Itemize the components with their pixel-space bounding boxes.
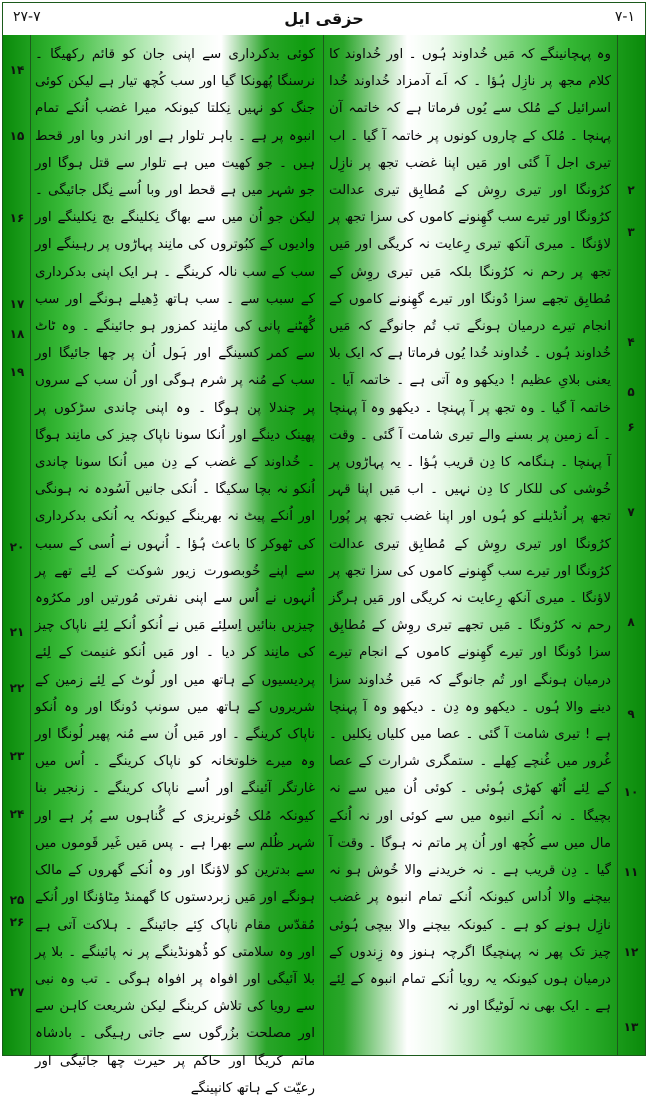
center-column-rule: [323, 35, 324, 1055]
right-verse-number: ۳: [627, 225, 635, 239]
left-column-text: کوئی بدکرداری سے اپنی جان کو قائم رکھیگا ۔ نرسنگا پُھونکا گیا اور سب کُچھ تیار ہے لیکن کوئی جنگ کو نہیں نِکلتا کیونکہ میرا غضب اُنکے تمام انبوہ پر ہے ۔ باہر تلوار ہے اور اندر وبا اور قحط ہیں ۔ جو کھیت میں ہے تلوار سے قتل ہوگا اور جو شہر میں ہے قحط اور وبا اُسے نِگل جائیگی ۔ لیکن جو اُن میں سے بھاگ نِکلینگے بچ نِکلینگے اور وادیوں کے کبُوتروں کی مانِند پہاڑوں پر رہینگے اور سب کے سب نالہ کرینگے ۔ ہر ایک اپنی بدکرداری کے سبب سے ۔ سب ہاتھ ڈِھیلے ہونگے اور سب گُھٹنے پانی کی مانِند کمزور ہو جائینگے ۔ وہ ٹاٹ سے کمر کسینگے اور ہَول اُن پر چھا جائیگا اور سب کے مُنہ پر شرم ہوگی اور اُن سب کے سروں پر چندلا پن ہوگا ۔ وہ اپنی چاندی سڑکوں پر پھینک دینگے اور اُنکا سونا ناپاک چیز کی مانِند ہوگا ۔ خُداوند کے غضب کے دِن میں اُنکا سونا چاندی اُنکو نہ بچا سکیگا ۔ اُنکی جانیں آسُودہ نہ ہونگی اور اُنکے پیٹ نہ بھرینگے کیونکہ یہ اُنکی بدکرداری کی ٹھوکر کا باعث ہُؤا ۔ اُنہوں نے اُسی کے سبب سے اپنے خُوبصورت زیور شوکت کے لِئے تھے پر اُنہوں نے اُس سے اپنی نفرتی مُورتیں اور مکرُوہ چیزیں بنائیں اِسلِئے مَیں نے اُنکو اُنکے لِئے ناپاک چیز کی مانِند کر دیا ۔ اور مَیں اُنکو غنیمت کے لِئے پردیسیوں کے ہاتھ میں اور لُوٹ کے لِئے زمین کے شریروں کے ہاتھ میں سونپ دُونگا اور وہ اُنکو ناپاک کرینگے ۔ اور مَیں اُن سے مُنہ پھیر لُونگا اور وہ میرے خلوتخانہ کو ناپاک کرینگے ۔ اُس میں غارتگر آئینگے اور اُسے ناپاک کرینگے ۔ زنجیر بنا کیونکہ مُلک خُونریزی کے گُناہوں سے پُر ہے اور شہر ظُلم سے بھرا ہے ۔ پس مَیں غَیر قَوموں میں سے بدترین کو لاؤنگا اور وہ اُنکے گھروں کے مالک ہونگے اور مَیں زبردستوں کا گھمنڈ مِٹاؤنگا اور اُنکے مُقدّس مقام ناپاک کِئے جائینگے ۔ ہلاکت آتی ہے اور وہ سلامتی کو ڈُھونڈینگے پر نہ پائینگے ۔ بلا پر بلا آئیگی اور افواہ پر افواہ ہوگی ۔ تب وہ نبی سے رویا کی تلاش کرینگے لیکن شریعت کاہن سے اور مصلحت بزُرگوں سے جاتی رہیگی ۔ بادشاہ ماتم کریگا اور حاکم پر حیرت چھا جائیگی اور رعیّت کے ہاتھ کانپینگے: [35, 47, 315, 1096]
left-verse-number: ۱۸: [9, 327, 25, 341]
left-verse-number-gutter: [3, 35, 31, 1055]
right-column-text: وہ پہچانینگے کہ مَیں خُداوند ہُوں ۔ اور خُداوند کا کلام مجھ پر نازِل ہُؤا ۔ کہ اَے آدمزاد خُداوند خُدا اسرائیل کے مُلک سے یُوں فرماتا ہے کہ خاتمہ آن پہنچا ۔ مُلک کے چاروں کونوں پر خاتمہ آ گیا ۔ اب تیری اجل آ گئی اور مَیں اپنا غضب تجھ پر نازِل کرُونگا اور تیری روِش کے مُطابِق تیری عدالت کرُونگا اور تیرے سب گھِنونے کاموں کی سزا تجھ پر لاؤنگا ۔ میری آنکھ تیری رِعایت نہ کریگی اور مَیں تجھ پر رحم نہ کرُونگا بلکہ مَیں تیری روِش کے مُطابِق تجھے سزا دُونگا اور تیرے گھِنونے کاموں کے انجام تیرے درمیان ہونگے تب تُم جانوگے کہ مَیں خُداوند ہُوں ۔ خُداوند خُدا یُوں فرماتا ہے کہ ایک بلا یعنی بلایِ عظیم ! دیکھو وہ آتی ہے ۔ خاتمہ آیا ۔ خاتمہ آ گیا ۔ وہ تجھ پر آ پہنچا ۔ دیکھو وہ آ پہنچا ۔ اَے زمین پر بسنے والے تیری شامت آ گئی ۔ وقت آ پہنچا ۔ ہنگامہ کا دِن قریب ہُؤا ۔ یہ پہاڑوں پر خُوشی کی للکار کا دِن نہیں ۔ اب مَیں اپنا قہر تجھ پر اُنڈیلنے کو ہُوں اور اپنا غضب تجھ پر پُورا کرُونگا اور تیری روِش کے مُطابِق تیری عدالت کرُونگا اور تیرے سب گھِنونے کاموں کی سزا تجھ پر لاؤنگا ۔ میری آنکھ رِعایت نہ کریگی اور مَیں ہرگز رحم نہ کرُونگا ۔ مَیں تجھے تیری روِش کے مُطابِق سزا دُونگا اور تیرے گھِنونے کاموں کے انجام تیرے درمیان ہونگے اور تُم جانوگے کہ مَیں خُداوند سزا دینے والا ہُوں ۔ دیکھو وہ دِن ۔ دیکھو وہ آ پہنچا ہے ! تیری شامت آ گئی ۔ عصا میں کلیاں نِکلیں ۔ غُرور میں غُنچے کِھلے ۔ ستمگری شرارت کے عصا کے لِئے اُٹھ کھڑی ہُوئی ۔ کوئی اُن میں سے نہ بچیگا ۔ نہ اُنکے انبوہ میں سے کوئی اور نہ اُنکے مال میں سے کُچھ اور اُن پر ماتم نہ ہوگا ۔ وقت آ گیا ۔ دِن قریب ہے ۔ نہ خریدنے والا خُوش ہو نہ بیچنے والا اُداس کیونکہ اُنکے تمام انبوہ پر غضب نازِل ہونے کو ہے ۔ کیونکہ بیچنے والا بیچی ہُوئی چیز تک پھر نہ پہنچیگا اگرچہ ہنوز وہ زِندوں کے درمیان ہوں کیونکہ یہ رویا اُنکے تمام انبوہ کے لِئے ہے ۔ ایک بھی نہ لَوٹیگا اور نہ: [329, 47, 611, 1015]
right-verse-number: ۵: [627, 385, 635, 399]
right-verse-number: ۷: [627, 505, 635, 519]
book-title: حزقی ایل: [284, 9, 364, 28]
left-verse-number: ۲۰: [9, 540, 25, 554]
right-verse-number: ۱۲: [623, 945, 639, 959]
right-chapter-reference: ۷-۱: [614, 9, 635, 25]
right-verse-number: ۴: [627, 335, 635, 349]
left-chapter-reference: ۲۷-۷: [13, 9, 41, 25]
right-verse-number: ۱۳: [623, 1020, 639, 1034]
left-verse-number: ۱۵: [9, 129, 25, 143]
left-verse-number: ۱۷: [9, 297, 25, 311]
right-verse-number-gutter: [615, 35, 645, 1055]
left-verse-number: ۱۹: [9, 365, 25, 379]
left-verse-number: ۱۶: [9, 211, 25, 225]
left-text-column: [35, 41, 315, 1096]
right-verse-number: ۲: [627, 183, 635, 197]
page-header: [3, 3, 645, 36]
left-verse-number: ۲۶: [9, 915, 25, 929]
page-body: [3, 35, 645, 1096]
right-verse-number: ۶: [627, 420, 635, 434]
right-verse-number: ۸: [627, 615, 635, 629]
right-verse-number: ۱۱: [623, 865, 639, 879]
right-text-column: [329, 41, 611, 1049]
left-verse-number: ۲۴: [9, 807, 25, 821]
right-verse-number: ۱۰: [623, 785, 639, 799]
left-verse-number: ۱۴: [9, 63, 25, 77]
left-verse-number: ۲۲: [9, 681, 25, 695]
left-verse-number: ۲۵: [9, 893, 25, 907]
left-verse-number: ۲۳: [9, 749, 25, 763]
right-verse-number: ۹: [627, 707, 635, 721]
left-verse-number: ۲۱: [9, 625, 25, 639]
left-verse-number: ۲۷: [9, 985, 25, 999]
scripture-page: [2, 2, 646, 1096]
